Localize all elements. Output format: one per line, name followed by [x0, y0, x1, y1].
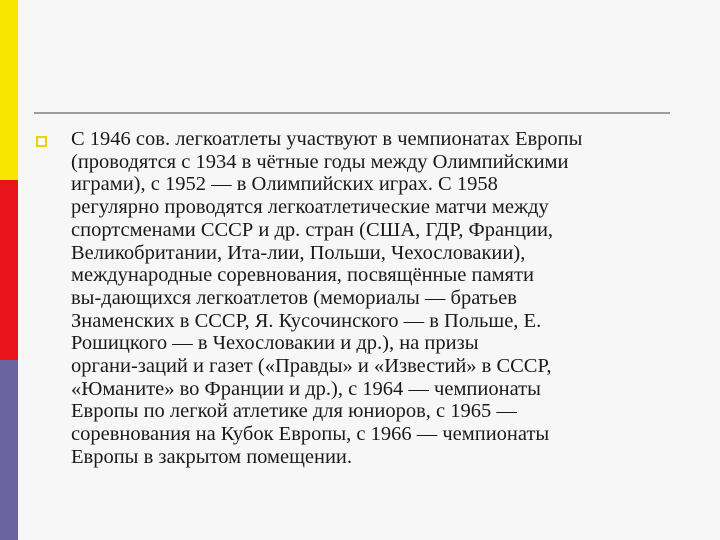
- body-paragraph: С 1946 сов. легкоатлеты участвуют в чемпионатах Европы (проводятся с 1934 в чётные годы между Олимпийскими играми), с 1952 — в Олимпийских играх. С 1958 регулярно проводятся легкоатлетические матчи между спортсменами СССР и др. стран (США, ГДР, Франции, Великобритании, Ита-лии, Польши, Чехословакии), международные соревнования, посвящённые памяти вы-дающихся легкоатлетов (мемориалы — братьев Знаменских в СССР, Я. Кусочинского — в Польше, Е. Рошицкого — в Чехословакии и др.), на призы органи-заций и газет («Правды» и «Известий» в СССР, «Юманите» во Франции и др.), с 1964 — чемпионаты Европы по легкой атлетике для юниоров, с 1965 — соревнования на Кубок Европы, с 1966 — чемпионаты Европы в закрытом помещении.: [71, 128, 583, 468]
- hollow-square-bullet-icon: [36, 136, 47, 147]
- accent-bar-yellow: [0, 0, 18, 180]
- title-divider: [34, 112, 670, 114]
- accent-bar-red: [0, 180, 18, 360]
- accent-bar-purple: [0, 360, 18, 540]
